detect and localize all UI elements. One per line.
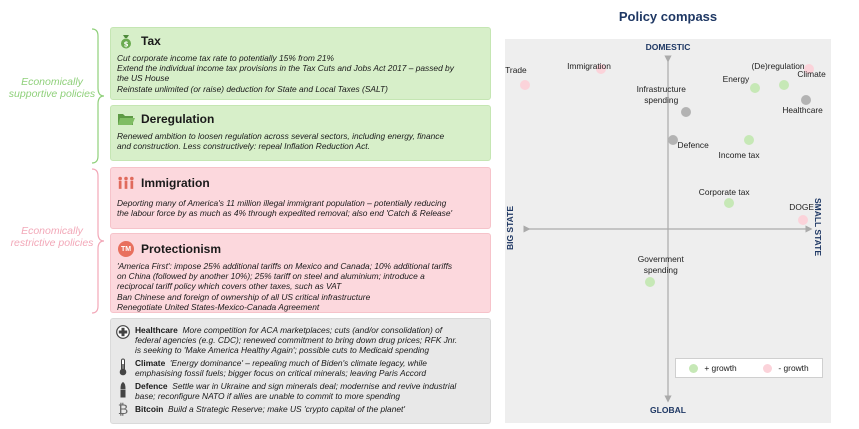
axis-label-domestic: DOMESTIC xyxy=(645,42,691,52)
compass-label-government-spending: Government spending xyxy=(637,254,684,276)
compass-legend xyxy=(675,358,823,378)
compass-label-de-regulation: (De)regulation xyxy=(751,60,805,71)
trademark-icon: TM xyxy=(117,240,135,258)
tax-title: Tax xyxy=(141,34,161,48)
immigration-title: Immigration xyxy=(141,176,210,190)
compass-point-de-regulation xyxy=(779,80,789,90)
compass-label-corporate-tax: Corporate tax xyxy=(698,187,750,198)
legend-plus-growth: + growth xyxy=(689,363,736,373)
compass-label-defence: Defence xyxy=(677,139,709,150)
compass-point-income-tax xyxy=(744,135,754,145)
compass-label-income-tax: Income tax xyxy=(718,149,760,160)
axis-label-small-state: SMALL STATE xyxy=(813,197,823,257)
legend-minus-swatch xyxy=(763,364,772,373)
compass-label-infrastructure-spending: Infrastructure spending xyxy=(636,84,686,106)
category-restrictive: Economically restrictive policies xyxy=(10,225,94,249)
protectionism-text: 'America First': impose 25% additional tariffs on Mexico and Canada; 10% additional tariffs on China (followed by another 10%); 25% tariff on steel and aluminium; introduce a reciprocal tariff policy which covers other taxes, such as VAT Ban Chinese and foreign of ownership of all US critical infrastructure Renegotiate United States-Mexico-Canada Agreement xyxy=(117,261,453,312)
money-bag-icon xyxy=(117,32,135,50)
compass-label-energy: Energy xyxy=(722,73,750,84)
restrictive-brace xyxy=(90,168,106,314)
legend-plus-swatch xyxy=(689,364,698,373)
compass-point-defence xyxy=(668,135,678,145)
medical-cross-icon xyxy=(115,325,131,356)
healthcare-row: Healthcare More competition for ACA marketplaces; cuts (and/or consolidation) of federal agencies (e.g. CDC); renewed commitment to bring down drug prices; RFK Jnr. is seeking to 'Make America Healthy Again'; possible cuts to Medicaid spending xyxy=(115,325,457,356)
compass-label-immigration: Immigration xyxy=(567,61,611,72)
bullet-icon xyxy=(115,381,131,401)
compass-label-healthcare: Healthcare xyxy=(782,105,823,115)
compass-point-trade xyxy=(520,80,530,90)
tax-box xyxy=(110,27,491,100)
axis-label-global: GLOBAL xyxy=(650,405,686,415)
deregulation-title: Deregulation xyxy=(141,112,215,126)
category-supportive: Economically supportive policies xyxy=(8,76,96,100)
climate-row: Climate 'Energy dominance' – repealing much of Biden's climate legacy, while emphasising fossil fuels; bigger focus on critical minerals; leaving Paris Accord xyxy=(115,358,427,378)
protectionism-title: Protectionism xyxy=(141,242,222,256)
svg-text:$: $ xyxy=(123,40,129,49)
compass-point-corporate-tax xyxy=(724,198,734,208)
immigration-text: Deporting many of America's 11 million illegal immigrant population – potentially reducing the labour force by as much as 4% through expedited removal; also end 'Catch & Release' xyxy=(117,198,453,219)
defence-row: Defence Settle war in Ukraine and sign minerals deal; modernise and revive industrial base; reconfigure NATO if allies are unable to commit to more spending xyxy=(115,381,456,401)
other-policies-box xyxy=(110,318,491,424)
bitcoin-row: ₿ Bitcoin Build a Strategic Reserve; make US 'crypto capital of the planet' xyxy=(115,404,405,416)
axis-label-big-state: BIG STATE xyxy=(505,205,515,251)
folder-icon xyxy=(117,110,135,128)
immigration-box xyxy=(110,167,491,229)
tax-text: Cut corporate income tax rate to potentially 15% from 21% Extend the individual income tax provisions in the Tax Cuts and Jobs Act 2017 – passed by the US House Reinstate unlimited (or raise) deduction for State and Local Taxes (SALT) xyxy=(117,53,454,94)
supportive-brace xyxy=(90,28,106,164)
compass-label-doge: DOGE xyxy=(789,202,814,213)
deregulation-text: Renewed ambition to loosen regulation across several sectors, including energy, finance and construction. Less constructively: repeal Inflation Reduction Act. xyxy=(117,131,445,152)
bitcoin-icon: ₿ xyxy=(117,402,129,418)
compass-label-climate: Climate xyxy=(797,69,826,80)
people-icon xyxy=(117,174,135,192)
legend-minus-growth: - growth xyxy=(763,363,808,373)
compass-title: Policy compass xyxy=(618,9,718,24)
protectionism-box xyxy=(110,233,491,313)
compass-point-energy xyxy=(750,83,760,93)
thermometer-icon xyxy=(115,358,131,378)
compass-label-trade: Trade xyxy=(505,64,527,75)
deregulation-box xyxy=(110,105,491,161)
policy-compass xyxy=(505,39,831,423)
